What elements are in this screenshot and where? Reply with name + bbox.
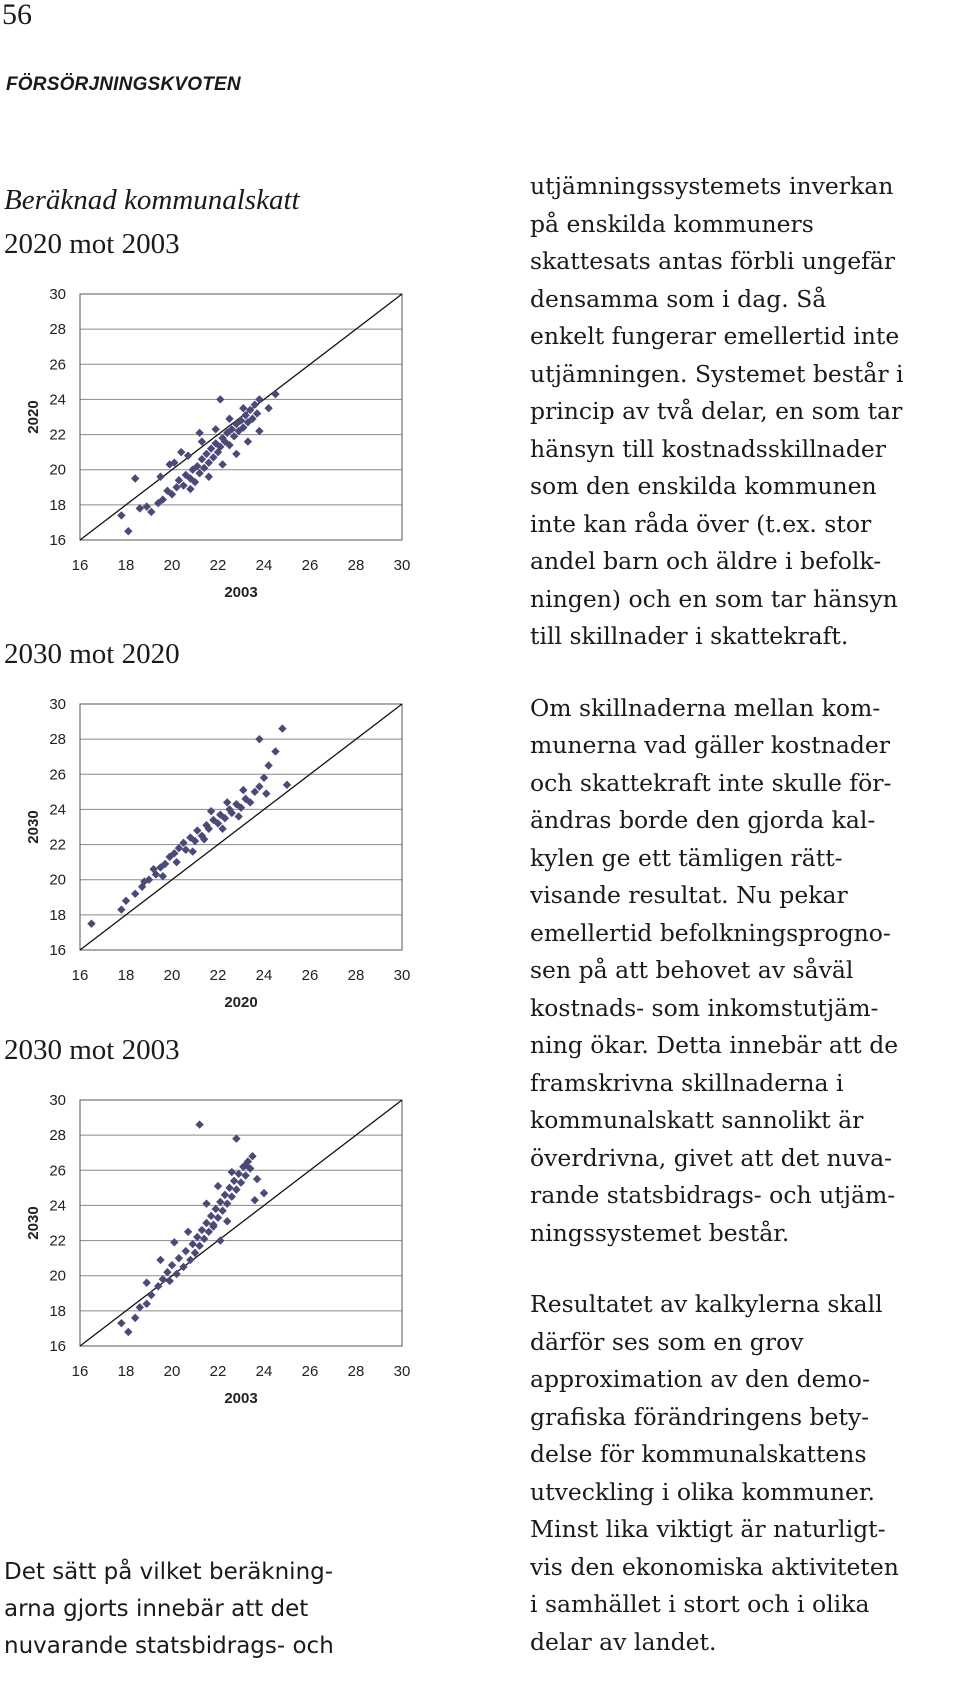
text-line: densamma som i dag. Så — [530, 284, 827, 313]
text-line: visande resultat. Nu pekar — [530, 881, 848, 909]
x-tick-label: 30 — [393, 557, 411, 574]
data-point — [216, 395, 224, 403]
data-point — [195, 1242, 203, 1250]
x-tick-label: 18 — [117, 557, 135, 574]
text-line: i samhället i stort och i olika — [530, 1590, 870, 1618]
data-point — [228, 1192, 236, 1200]
text-line: delse för kommunalskattens — [530, 1440, 867, 1468]
data-point — [124, 527, 132, 535]
paragraph-3 — [530, 1286, 960, 1661]
data-point — [278, 724, 286, 732]
data-point — [131, 474, 139, 482]
y-tick-label: 20 — [49, 461, 66, 479]
data-point — [212, 425, 220, 433]
text-line: ändras borde den gjorda kal- — [530, 806, 876, 834]
text-line: överdrivna, givet att det nuva- — [530, 1143, 893, 1172]
data-point — [221, 1191, 229, 1199]
running-head: FÖRSÖRJNINGSKVOTEN — [6, 74, 241, 95]
data-point — [131, 890, 139, 898]
data-point — [168, 1261, 176, 1269]
text-line: utjämningssystemets inverkan — [530, 172, 894, 200]
chart-2020-vs-2003 — [0, 280, 440, 620]
data-point — [172, 1270, 180, 1278]
data-point — [260, 1189, 268, 1197]
x-tick-label: 24 — [255, 557, 273, 574]
x-tick-label: 30 — [393, 1363, 411, 1380]
x-tick-label: 30 — [393, 967, 411, 984]
x-axis-title: 2003 — [224, 584, 258, 601]
data-point — [225, 415, 233, 423]
y-tick-label: 20 — [49, 871, 66, 889]
text-line: kylen ge ett tämligen rätt- — [530, 843, 843, 872]
text-line: nuvarande statsbidrags- och — [4, 1633, 334, 1659]
data-point — [212, 1205, 220, 1213]
text-line: utveckling i olika kommuner. — [530, 1477, 875, 1506]
data-point — [216, 1236, 224, 1244]
data-point — [214, 1214, 222, 1222]
data-point — [189, 1240, 197, 1248]
text-line: emellertid befolkningsprogno- — [530, 918, 891, 947]
data-point — [136, 1303, 144, 1311]
text-line: ningssystemet består. — [530, 1218, 790, 1247]
y-tick-label: 18 — [49, 496, 66, 514]
text-line: inte kan råda över (t.ex. stor — [530, 509, 872, 538]
y-tick-label: 18 — [49, 1302, 66, 1320]
y-axis-title: 2030 — [25, 810, 42, 844]
data-point — [189, 847, 197, 855]
text-line: sen på att behovet av såväl — [530, 956, 854, 984]
paragraph-1 — [530, 168, 960, 656]
data-point — [143, 1279, 151, 1287]
y-tick-label: 28 — [49, 1127, 66, 1145]
x-tick-label: 16 — [71, 967, 89, 984]
data-point — [87, 919, 95, 927]
text-line: vis den ekonomiska aktiviteten — [530, 1552, 899, 1581]
data-point — [207, 807, 215, 815]
data-point — [186, 485, 194, 493]
data-point — [271, 390, 279, 398]
figure-title: Beräknad kommunalskatt — [4, 184, 300, 216]
text-line: munerna vad gäller kostnader — [530, 731, 891, 759]
data-point — [159, 872, 167, 880]
page-number: 56 — [2, 0, 32, 31]
text-line: Resultatet av kalkylerna skall — [530, 1290, 883, 1318]
data-point — [218, 460, 226, 468]
data-point — [225, 1184, 233, 1192]
data-point — [262, 789, 270, 797]
y-tick-label: 16 — [49, 532, 66, 549]
data-point — [163, 1268, 171, 1276]
text-line: därför ses som en grov — [530, 1327, 804, 1356]
data-point — [200, 1235, 208, 1243]
data-point — [156, 1256, 164, 1264]
data-point — [184, 1228, 192, 1236]
chart-2030-vs-2003 — [0, 1086, 440, 1426]
text-line: enkelt fungerar emellertid inte — [530, 322, 900, 350]
data-point — [230, 1177, 238, 1185]
data-point — [232, 1134, 240, 1142]
y-tick-label: 24 — [49, 391, 66, 409]
data-point — [244, 437, 252, 445]
x-tick-label: 24 — [255, 967, 273, 984]
data-point — [136, 504, 144, 512]
text-line: kommunalskatt sannolikt är — [530, 1106, 864, 1134]
x-tick-label: 28 — [347, 1363, 365, 1380]
data-point — [214, 1182, 222, 1190]
data-point — [241, 1171, 249, 1179]
data-point — [186, 1256, 194, 1264]
text-line: ning ökar. Detta innebär att de — [530, 1031, 899, 1059]
data-point — [124, 1328, 132, 1336]
text-line: arna gjorts innebär att det — [4, 1596, 309, 1622]
text-line: Det sätt på vilket beräkning- — [4, 1559, 334, 1585]
text-line: andel barn och äldre i befolk- — [530, 547, 882, 575]
text-line: framskrivna skillnaderna i — [530, 1068, 844, 1097]
data-point — [223, 798, 231, 806]
data-point — [166, 1277, 174, 1285]
text-line: kostnads- som inkomstutjäm- — [530, 993, 879, 1022]
y-tick-label: 26 — [49, 356, 66, 374]
data-point — [156, 473, 164, 481]
reference-line — [80, 704, 402, 950]
x-axis-title: 2020 — [224, 994, 258, 1011]
chart2-title: 2030 mot 2020 — [4, 638, 180, 670]
y-tick-label: 28 — [49, 321, 66, 339]
text-line: utjämningen. Systemet består i — [530, 359, 904, 388]
y-tick-label: 30 — [49, 696, 66, 713]
x-tick-label: 16 — [71, 1363, 89, 1380]
x-tick-label: 20 — [163, 1363, 181, 1380]
data-point — [216, 1198, 224, 1206]
data-point — [251, 1196, 259, 1204]
x-tick-label: 28 — [347, 557, 365, 574]
text-line: princip av två delar, en som tar — [530, 397, 903, 425]
data-point — [117, 1319, 125, 1327]
data-point — [235, 1170, 243, 1178]
data-point — [253, 1175, 261, 1183]
data-point — [255, 427, 263, 435]
text-line: på enskilda kommuners — [530, 209, 814, 238]
data-point — [177, 448, 185, 456]
y-tick-label: 20 — [49, 1267, 66, 1285]
text-line: hänsyn till kostnadsskillnader — [530, 434, 886, 463]
data-point — [198, 1226, 206, 1234]
y-tick-label: 22 — [49, 426, 66, 444]
y-tick-label: 30 — [49, 286, 66, 303]
text-line: grafiska förändringens bety- — [530, 1402, 870, 1431]
data-point — [182, 846, 190, 854]
x-tick-label: 26 — [301, 557, 319, 574]
x-tick-label: 26 — [301, 967, 319, 984]
x-tick-label: 22 — [209, 1363, 227, 1380]
data-point — [239, 786, 247, 794]
x-tick-label: 18 — [117, 1363, 135, 1380]
data-point — [172, 483, 180, 491]
data-point — [147, 1291, 155, 1299]
data-point — [271, 747, 279, 755]
text-line: som den enskilda kommunen — [530, 472, 877, 500]
y-tick-label: 22 — [49, 1232, 66, 1250]
data-point — [159, 1275, 167, 1283]
data-point — [117, 511, 125, 519]
chart1-title: 2020 mot 2003 — [4, 228, 180, 260]
data-point — [193, 1233, 201, 1241]
y-tick-label: 16 — [49, 1338, 66, 1355]
text-line: och skattekraft inte skulle för- — [530, 768, 892, 797]
x-tick-label: 28 — [347, 967, 365, 984]
y-tick-label: 24 — [49, 801, 66, 819]
data-point — [228, 1168, 236, 1176]
text-line: till skillnader i skattekraft. — [530, 622, 849, 650]
data-point — [195, 1120, 203, 1128]
data-point — [202, 1219, 210, 1227]
data-point — [207, 1212, 215, 1220]
y-tick-label: 18 — [49, 906, 66, 924]
data-point — [223, 1199, 231, 1207]
data-point — [260, 774, 268, 782]
chart3-title: 2030 mot 2003 — [4, 1034, 180, 1066]
reference-line — [80, 1100, 402, 1346]
y-tick-label: 22 — [49, 836, 66, 854]
text-line: skattesats antas förbli ungefär — [530, 247, 896, 275]
y-tick-label: 28 — [49, 731, 66, 749]
x-tick-label: 18 — [117, 967, 135, 984]
data-point — [122, 897, 130, 905]
data-point — [223, 1217, 231, 1225]
y-tick-label: 24 — [49, 1197, 66, 1215]
x-tick-label: 20 — [163, 557, 181, 574]
data-point — [170, 1238, 178, 1246]
paragraph-2 — [530, 690, 960, 1253]
x-axis-title: 2003 — [224, 1390, 258, 1407]
text-line: Om skillnaderna mellan kom- — [530, 693, 881, 722]
data-point — [232, 450, 240, 458]
x-tick-label: 24 — [255, 1363, 273, 1380]
y-tick-label: 26 — [49, 1162, 66, 1180]
left-body-text — [4, 1554, 474, 1665]
y-tick-label: 26 — [49, 766, 66, 784]
text-line: delar av landet. — [530, 1627, 717, 1656]
data-point — [143, 1300, 151, 1308]
x-tick-label: 26 — [301, 1363, 319, 1380]
text-line: rande statsbidrags- och utjäm- — [530, 1181, 896, 1209]
data-point — [184, 451, 192, 459]
data-point — [235, 812, 243, 820]
text-line: Minst lika viktigt är naturligt- — [530, 1515, 886, 1543]
y-tick-label: 30 — [49, 1092, 66, 1109]
data-point — [239, 404, 247, 412]
data-point — [255, 735, 263, 743]
right-body-text — [530, 168, 960, 1695]
data-point — [205, 473, 213, 481]
data-point — [117, 905, 125, 913]
text-line: approximation av den demo- — [530, 1365, 870, 1393]
data-point — [264, 761, 272, 769]
x-tick-label: 16 — [71, 557, 89, 574]
data-point — [175, 1254, 183, 1262]
data-point — [172, 858, 180, 866]
y-axis-title: 2020 — [25, 400, 42, 434]
data-point — [237, 1178, 245, 1186]
data-point — [131, 1314, 139, 1322]
x-tick-label: 22 — [209, 967, 227, 984]
data-point — [195, 429, 203, 437]
text-line: ningen) och en som tar hänsyn — [530, 584, 898, 613]
y-axis-title: 2030 — [25, 1206, 42, 1240]
data-point — [202, 1199, 210, 1207]
data-point — [264, 404, 272, 412]
data-point — [182, 1247, 190, 1255]
chart-2030-vs-2020 — [0, 690, 440, 1030]
y-tick-label: 16 — [49, 942, 66, 959]
data-point — [283, 781, 291, 789]
x-tick-label: 22 — [209, 557, 227, 574]
x-tick-label: 20 — [163, 967, 181, 984]
data-point — [232, 1185, 240, 1193]
data-point — [218, 1207, 226, 1215]
